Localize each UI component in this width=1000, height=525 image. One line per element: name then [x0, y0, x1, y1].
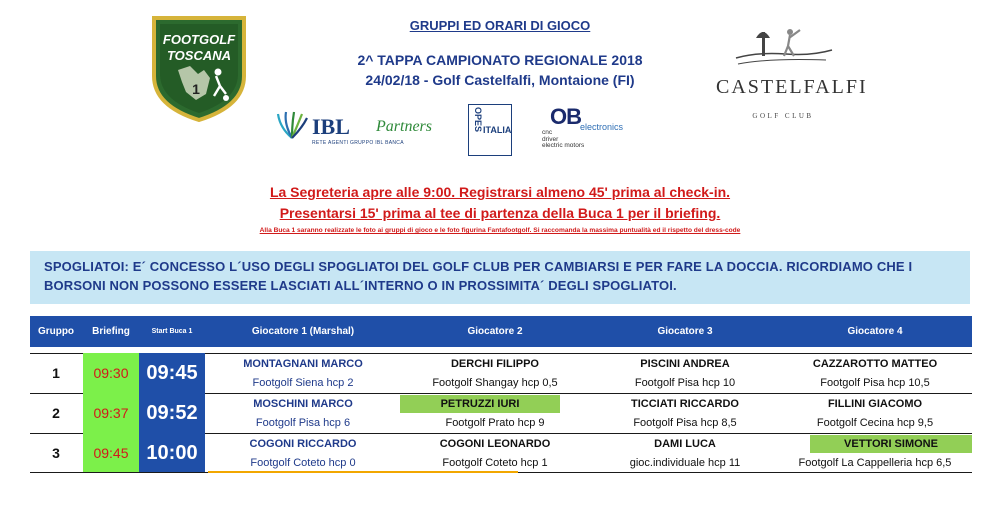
- ibl-partners-text: Partners: [376, 118, 432, 135]
- start-time: 10:00: [139, 433, 205, 473]
- ob-service-list: [542, 130, 584, 150]
- briefing-time: 09:37: [83, 393, 139, 433]
- header-briefing: Briefing: [92, 326, 130, 337]
- table-header: [30, 316, 972, 347]
- player-2-club: Footgolf Shangay hcp 0,5: [432, 377, 558, 389]
- player-1-club: Footgolf Siena hcp 2: [252, 377, 354, 389]
- player-3-name: TICCIATI RICCARDO: [631, 398, 739, 410]
- castelfalfi-subtitle: GOLF CLUB: [752, 112, 814, 120]
- opes-italia-logo: [468, 104, 512, 156]
- group-number: 2: [52, 405, 60, 421]
- ob-electronics-logo: [540, 104, 650, 150]
- ob-line-cnc: cnc: [542, 129, 553, 136]
- logo-text-toscana: TOSCANA: [166, 48, 232, 63]
- player-3-club: Footgolf Pisa hcp 10: [634, 377, 736, 389]
- start-time: 09:52: [139, 393, 205, 433]
- player-1-name: MONTAGNANI MARCO: [243, 358, 363, 370]
- castelfalfi-name: CASTELFALFI: [716, 76, 868, 98]
- player-4-club: Footgolf Pisa hcp 10,5: [820, 377, 930, 389]
- header-player-2: Giocatore 2: [467, 326, 523, 337]
- group-number: 3: [52, 445, 60, 461]
- page-title: GRUPPI ED ORARI DI GIOCO: [409, 18, 591, 33]
- ibl-name: IBL: [312, 114, 350, 139]
- player-4-name: FILLINI GIACOMO: [827, 398, 923, 410]
- ibl-partners-logo: [276, 108, 448, 148]
- header-group: Gruppo: [37, 326, 75, 337]
- table-row: [30, 393, 972, 433]
- player-1-name: MOSCHINI MARCO: [253, 398, 353, 410]
- player-1-club: Footgolf Coteto hcp 0: [250, 457, 356, 469]
- player-1-name: COGONI RICCARDO: [249, 438, 357, 450]
- header-player-3: Giocatore 3: [657, 326, 713, 337]
- event-date-place: 24/02/18 - Golf Castelfalfi, Montaione (FI): [365, 72, 635, 88]
- opes-text: OPES: [473, 107, 483, 133]
- notice-briefing: Presentarsi 15' prima al tee di partenza della Buca 1 per il briefing.: [279, 205, 721, 221]
- footgolf-toscana-logo: [150, 14, 248, 122]
- player-2-name: DERCHI FILIPPO: [450, 358, 539, 370]
- header-player-4: Giocatore 4: [847, 326, 903, 337]
- player-3-name: DAMI LUCA: [654, 438, 716, 450]
- player-2-name: PETRUZZI IURI: [400, 395, 560, 413]
- briefing-time: 09:45: [83, 433, 139, 473]
- group-number: 1: [52, 365, 60, 381]
- castelfalfi-logo: [716, 24, 868, 124]
- player-3-club: gioc.individuale hcp 11: [629, 457, 741, 469]
- header-player-1: Giocatore 1 (Marshal): [251, 326, 355, 337]
- player-4-club: Footgolf La Cappelleria hcp 6,5: [798, 457, 952, 469]
- player-2-club: Footgolf Coteto hcp 1: [442, 457, 548, 469]
- ob-mark: OB: [550, 104, 581, 129]
- notice-registration: La Segreteria apre alle 9:00. Registrarsi almeno 45' prima al check-in.: [269, 184, 731, 200]
- player-3-name: PISCINI ANDREA: [640, 358, 730, 370]
- start-time: 09:45: [139, 353, 205, 393]
- table-row: [30, 433, 972, 473]
- notice-photos: Alla Buca 1 saranno realizzate le foto ai gruppi di gioco e le foto figurina Fantafootgolf. Si raccomanda la massima puntualità ed il rispetto del dress-code: [259, 227, 741, 234]
- player-1-club: Footgolf Pisa hcp 6: [255, 417, 351, 429]
- ibl-tagline: RETE AGENTI GRUPPO IBL BANCA: [312, 140, 404, 146]
- locker-room-banner: SPOGLIATOI: E´ CONCESSO L´USO DEGLI SPOGLIATOI DEL GOLF CLUB PER CAMBIARSI E PER FARE LA DOCCIA. RICORDIAMO CHE I BORSONI NON POSSONO ESSERE LASCIATI ALL´INTERNO O IN PROSSIMITA´ DEGLI SPOGLIATOI.: [30, 251, 970, 304]
- ob-line-driver: driver: [542, 135, 559, 143]
- opes-italia-text: ITALIA: [483, 125, 512, 135]
- player-2-club: Footgolf Prato hcp 9: [445, 417, 545, 429]
- table-row: [30, 353, 972, 393]
- event-name: 2^ TAPPA CAMPIONATO REGIONALE 2018: [357, 52, 643, 68]
- player-4-name: CAZZAROTTO MATTEO: [812, 358, 938, 370]
- logo-text-footgolf: FOOTGOLF: [162, 32, 236, 47]
- player-4-name: VETTORI SIMONE: [810, 435, 972, 453]
- briefing-time: 09:30: [83, 353, 139, 393]
- svg-text:1: 1: [192, 81, 200, 97]
- ob-electronics-text: electronics: [580, 122, 624, 132]
- player-3-club: Footgolf Pisa hcp 8,5: [633, 417, 737, 429]
- header-start: Start Buca 1: [151, 328, 193, 335]
- ob-line-motors: electric motors: [542, 142, 585, 149]
- player-4-club: Footgolf Cecina hcp 9,5: [816, 417, 934, 429]
- player-2-name: COGONI LEONARDO: [439, 438, 551, 450]
- table-bottom-accent: [208, 471, 518, 473]
